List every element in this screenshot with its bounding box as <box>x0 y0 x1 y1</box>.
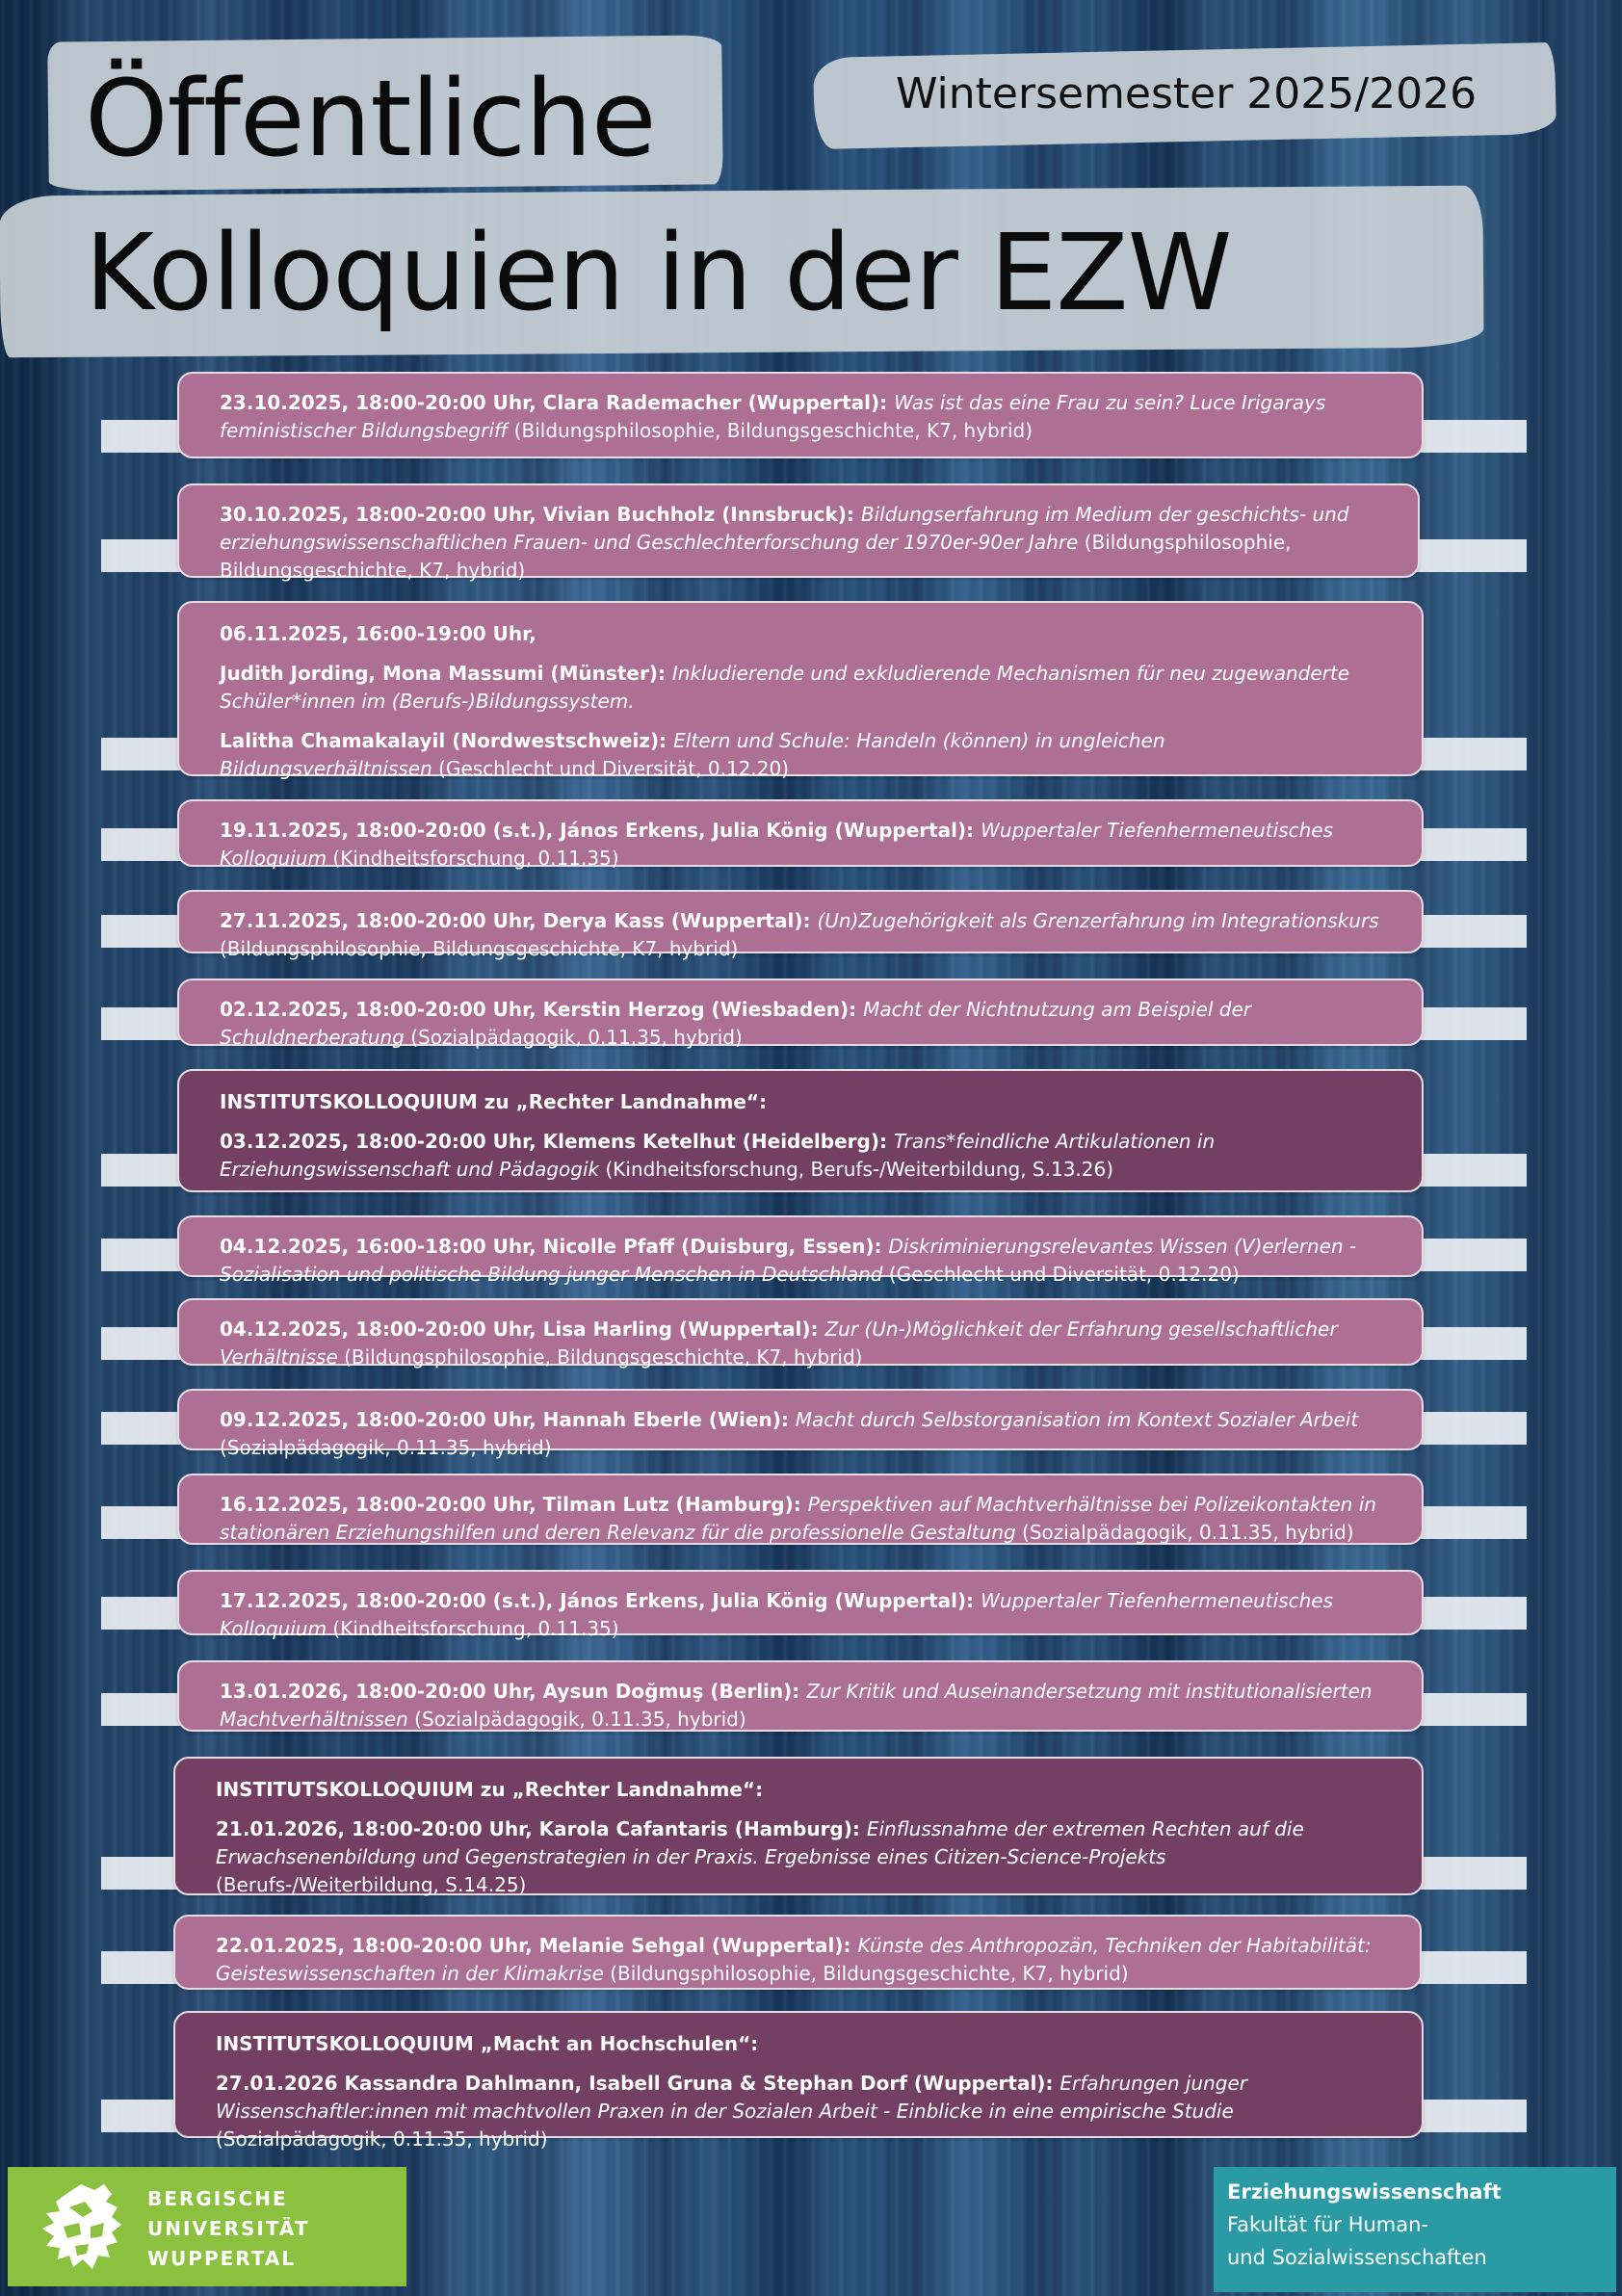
institute-colloquium-card[interactable] <box>173 1757 1424 1895</box>
event-paragraph <box>216 1776 1381 1804</box>
faculty-line: Fakultät für Human- <box>1227 2213 1429 2236</box>
event-talk-title: Perspektiven auf Machtverhältnisse bei Polizeikontakten in stationären Erziehungshilfen und deren Relevanz für die professionelle Gestaltung <box>220 1493 1376 1544</box>
event-paragraph <box>220 1128 1381 1184</box>
event-talk-title: Wuppertaler Tiefenhermeneutisches Kolloquium <box>220 1589 1334 1640</box>
event-heading: 19.11.2025, 18:00-20:00 (s.t.), János Erkens, Julia König (Wuppertal): <box>220 819 981 842</box>
event-talk-title: Eltern und Schule: Handeln (können) in ungleichen Bildungsverhältnissen <box>220 729 1165 780</box>
event-talk-title: Zur (Un-)Möglichkeit der Erfahrung gesellschaftlicher Verhältnisse <box>220 1318 1338 1369</box>
event-paragraph <box>220 1406 1381 1462</box>
event-card[interactable] <box>177 601 1424 780</box>
event-paragraph <box>216 1815 1381 1899</box>
event-talk-title: Macht durch Selbstorganisation im Kontext Sozialer Arbeit <box>795 1408 1359 1431</box>
event-heading: 30.10.2025, 18:00-20:00 Uhr, Vivian Buchholz (Innsbruck): <box>220 503 861 526</box>
event-heading: Lalitha Chamakalayil (Nordwestschweiz): <box>220 729 674 752</box>
event-paragraph <box>220 660 1381 716</box>
event-paragraph <box>220 1587 1381 1643</box>
university-name-line: WUPPERTAL <box>147 2247 297 2270</box>
event-info: (Bildungsphilosophie, Bildungsgeschichte, K7, hybrid) <box>603 1962 1129 1985</box>
event-card[interactable] <box>177 1215 1424 1286</box>
event-heading: INSTITUTSKOLLOQUIUM „Macht an Hochschulen“: <box>216 2032 759 2055</box>
event-card[interactable] <box>177 978 1424 1049</box>
event-paragraph <box>220 1678 1381 1734</box>
event-info: (Geschlecht und Diversität, 0.12.20) <box>432 757 790 780</box>
event-paragraph <box>220 817 1381 873</box>
institute-colloquium-card[interactable] <box>177 1069 1424 1192</box>
event-card[interactable] <box>177 372 1424 458</box>
event-info: (Kindheitsforschung, 0.11.35) <box>327 847 619 870</box>
event-paragraph <box>220 996 1381 1052</box>
university-name-line: UNIVERSITÄT <box>147 2217 310 2240</box>
event-info: (Sozialpädagogik, 0.11.35, hybrid) <box>1015 1521 1354 1544</box>
page-title-line-1: Öffentliche <box>85 57 656 180</box>
event-talk-title: Wuppertaler Tiefenhermeneutisches Kolloquium <box>220 819 1334 870</box>
event-paragraph <box>216 1932 1379 1988</box>
event-talk-title: Zur Kritik und Auseinandersetzung mit institutionalisierten Machtverhältnissen <box>220 1680 1373 1731</box>
event-card[interactable] <box>177 1298 1424 1369</box>
event-paragraph <box>220 501 1377 585</box>
event-paragraph <box>220 907 1381 963</box>
faculty-line: und Sozialwissenschaften <box>1227 2246 1487 2269</box>
event-heading: 16.12.2025, 18:00-20:00 Uhr, Tilman Lutz (Hamburg): <box>220 1493 808 1516</box>
event-info: (Kindheitsforschung, 0.11.35) <box>327 1617 619 1640</box>
event-info: (Berufs-/Weiterbildung, S.14.25) <box>216 1873 527 1896</box>
event-paragraph <box>220 1491 1381 1547</box>
event-info: (Sozialpädagogik, 0.11.35, hybrid) <box>407 1708 746 1731</box>
lion-emblem-icon <box>35 2179 135 2275</box>
event-heading: 04.12.2025, 16:00-18:00 Uhr, Nicolle Pfaff (Duisburg, Essen): <box>220 1235 889 1258</box>
faculty-title: Erziehungswissenschaft <box>1227 2180 1502 2204</box>
page-title-line-2: Kolloquien in der EZW <box>85 211 1232 334</box>
event-info: (Sozialpädagogik, 0.11.35, hybrid) <box>220 1436 552 1459</box>
event-card[interactable] <box>177 1474 1424 1545</box>
event-info: (Bildungsphilosophie, Bildungsgeschichte, K7, hybrid) <box>337 1345 863 1369</box>
event-info: (Sozialpädagogik, 0.11.35, hybrid) <box>216 2127 548 2151</box>
event-card[interactable] <box>177 483 1420 582</box>
event-talk-title: Inkludierende und exkludierende Mechanismen für neu zugewanderte Schüler*innen im (Berufs-)Bildungssystem. <box>220 662 1349 713</box>
event-paragraph <box>220 727 1381 783</box>
event-talk-title: Künste des Anthropozän, Techniken der Habitabilität: Geisteswissenschaften in der Klimakrise <box>216 1934 1372 1985</box>
event-paragraph <box>216 2030 1381 2058</box>
event-heading: 09.12.2025, 18:00-20:00 Uhr, Hannah Eberle (Wien): <box>220 1408 796 1431</box>
event-paragraph <box>220 1316 1381 1371</box>
faculty-badge[interactable] <box>1214 2167 1616 2292</box>
semester-label: Wintersemester 2025/2026 <box>896 69 1478 118</box>
event-heading: 22.01.2025, 18:00-20:00 Uhr, Melanie Sehgal (Wuppertal): <box>216 1934 858 1957</box>
event-heading: 27.11.2025, 18:00-20:00 Uhr, Derya Kass (Wuppertal): <box>220 909 818 932</box>
event-heading: 27.01.2026 Kassandra Dahlmann, Isabell Gruna & Stephan Dorf (Wuppertal): <box>216 2072 1060 2095</box>
event-heading: INSTITUTSKOLLOQUIUM zu „Rechter Landnahme“: <box>216 1778 764 1801</box>
university-name-line: BERGISCHE <box>147 2187 288 2210</box>
event-info: (Bildungsphilosophie, Bildungsgeschichte, K7, hybrid) <box>220 937 739 960</box>
event-talk-title: Macht der Nichtnutzung am Beispiel der Schuldnerberatung <box>220 998 1252 1049</box>
event-info: (Bildungsphilosophie, Bildungsgeschichte, K7, hybrid) <box>220 531 1292 582</box>
event-info: (Bildungsphilosophie, Bildungsgeschichte, K7, hybrid) <box>508 419 1033 442</box>
event-heading: 23.10.2025, 18:00-20:00 Uhr, Clara Rademacher (Wuppertal): <box>220 391 895 414</box>
event-heading: 21.01.2026, 18:00-20:00 Uhr, Karola Cafantaris (Hamburg): <box>216 1817 867 1840</box>
event-talk-title: Einflussnahme der extremen Rechten auf die Erwachsenenbildung und Gegenstrategien in der Praxis. Ergebnisse eines Citizen-Science-Projekts <box>216 1817 1304 1868</box>
university-name <box>147 2184 309 2274</box>
event-heading: 06.11.2025, 16:00-19:00 Uhr, <box>220 622 536 645</box>
event-heading: Judith Jording, Mona Massumi (Münster): <box>220 662 672 685</box>
event-talk-title: (Un)Zugehörigkeit als Grenzerfahrung im Integrationskurs <box>817 909 1379 932</box>
event-paragraph <box>220 620 1381 648</box>
institute-colloquium-card[interactable] <box>173 2011 1424 2151</box>
event-paragraph <box>220 1088 1381 1116</box>
event-card[interactable] <box>173 1915 1422 1990</box>
event-talk-title: Trans*feindliche Artikulationen in Erziehungswissenschaft und Pädagogik <box>220 1130 1216 1181</box>
event-talk-title: Erfahrungen junger Wissenschaftler:innen mit machtvollen Praxen in der Sozialen Arbeit - Einblicke in eine empirische Studie <box>216 2072 1247 2123</box>
event-card[interactable] <box>177 1570 1424 1640</box>
event-talk-title: Bildungserfahrung im Medium der geschichts- und erziehungswissenschaftlichen Frauen- und Geschlechterforschung der 1970er-90er Jahre <box>220 503 1349 554</box>
event-card[interactable] <box>177 799 1424 870</box>
event-heading: 03.12.2025, 18:00-20:00 Uhr, Klemens Ketelhut (Heidelberg): <box>220 1130 894 1153</box>
event-heading: 02.12.2025, 18:00-20:00 Uhr, Kerstin Herzog (Wiesbaden): <box>220 998 864 1021</box>
university-logo[interactable] <box>8 2167 406 2286</box>
event-paragraph <box>216 2070 1381 2153</box>
event-info: (Geschlecht und Diversität, 0.12.20) <box>882 1263 1240 1286</box>
event-heading: 13.01.2026, 18:00-20:00 Uhr, Aysun Doğmuş (Berlin): <box>220 1680 807 1703</box>
event-card[interactable] <box>177 1660 1424 1732</box>
event-heading: INSTITUTSKOLLOQUIUM zu „Rechter Landnahme“: <box>220 1090 768 1113</box>
event-paragraph <box>220 1233 1381 1289</box>
event-card[interactable] <box>177 1389 1424 1459</box>
event-talk-title: Diskriminierungsrelevantes Wissen (V)erlernen - Sozialisation und politische Bildung junger Menschen in Deutschland <box>220 1235 1357 1286</box>
event-heading: 04.12.2025, 18:00-20:00 Uhr, Lisa Harling (Wuppertal): <box>220 1318 825 1341</box>
event-heading: 17.12.2025, 18:00-20:00 (s.t.), János Erkens, Julia König (Wuppertal): <box>220 1589 981 1612</box>
event-card[interactable] <box>177 890 1424 960</box>
event-paragraph <box>220 389 1381 445</box>
event-talk-title: Was ist das eine Frau zu sein? Luce Irigarays feministischer Bildungsbegriff <box>220 391 1326 442</box>
event-info: (Sozialpädagogik, 0.11.35, hybrid) <box>404 1026 743 1049</box>
event-info: (Kindheitsforschung, Berufs-/Weiterbildung, S.13.26) <box>599 1158 1114 1181</box>
